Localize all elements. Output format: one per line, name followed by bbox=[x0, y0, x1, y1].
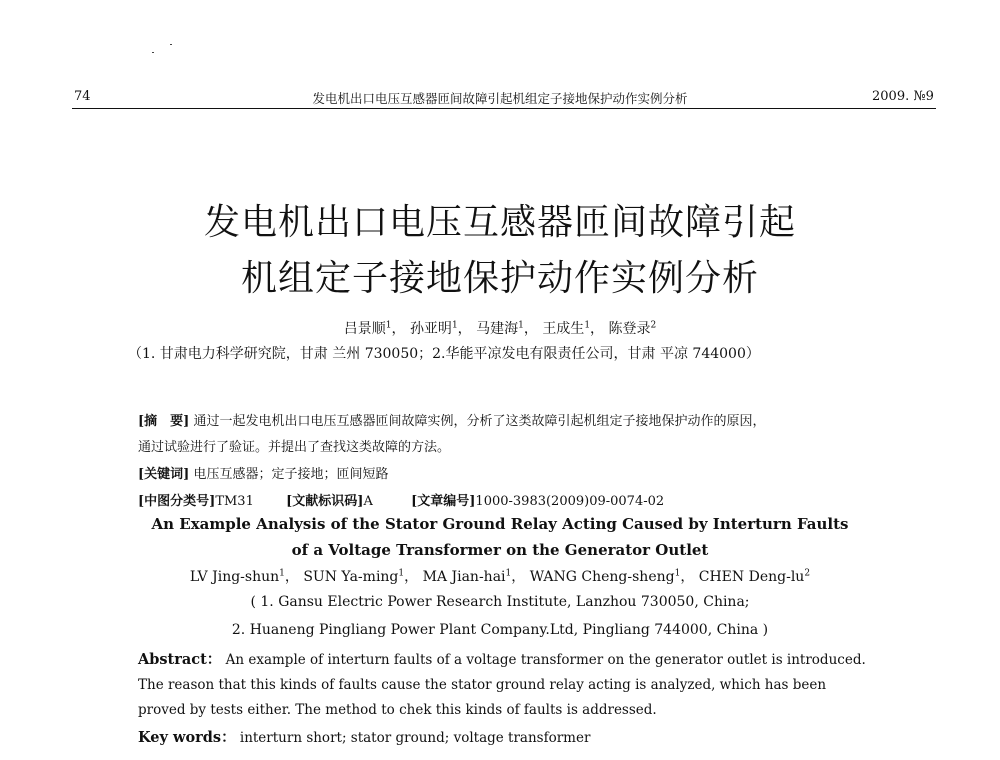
author-affiliation-mark: 1 bbox=[518, 320, 524, 331]
author-affiliation-mark: 1 bbox=[505, 568, 512, 579]
author-separator: ， bbox=[590, 321, 605, 337]
en-author-list bbox=[0, 566, 1000, 586]
cn-abstract-line-1 bbox=[138, 410, 765, 429]
cn-abstract-label: [摘 要] bbox=[138, 414, 190, 429]
en-abstract-line-2: The reason that this kinds of faults cause the stator ground relay acting is analyzed, which has been bbox=[138, 677, 827, 693]
author-affiliation-mark: 1 bbox=[398, 568, 405, 579]
cn-affiliations: （1. 甘肃电力科学研究院，甘肃 兰州 730050；2.华能平凉发电有限责任公司，甘肃 平凉 744000） bbox=[128, 346, 760, 362]
running-title: 发电机出口电压互感器匝间故障引起机组定子接地保护动作实例分析 bbox=[312, 91, 688, 106]
title-line-1: 发电机出口电压互感器匝间故障引起 bbox=[203, 202, 796, 243]
en-abstract-line-3: proved by tests either. The method to chek this kinds of faults is addressed. bbox=[138, 702, 657, 718]
en-affiliation-line-1: ( 1. Gansu Electric Power Research Institute, Lanzhou 730050, China; bbox=[250, 594, 750, 610]
author-affiliation-mark: 1 bbox=[584, 320, 591, 331]
en-affiliation-line-2: 2. Huaneng Pingliang Power Plant Company.Ltd, Pingliang 744000, China ) bbox=[231, 622, 769, 638]
cn-author-list bbox=[0, 318, 1000, 338]
en-keywords-text: interturn short; stator ground; voltage transformer bbox=[239, 730, 591, 746]
author-name: 陈登录 bbox=[608, 321, 651, 337]
issue-number: 2009. №9 bbox=[872, 89, 934, 104]
author-affiliation-mark: 2 bbox=[804, 568, 811, 579]
author-separator: ， bbox=[284, 569, 299, 585]
cn-abstract-text: 通过一起发电机出口电压互感器匝间故障实例，分析了这类故障引起机组定子接地保护动作的原因， bbox=[193, 414, 766, 429]
page-number: 74 bbox=[74, 89, 91, 104]
doc-code-label: [文献标识码] bbox=[286, 494, 364, 509]
author-name: 吕景顺 bbox=[343, 321, 386, 337]
author-separator: ， bbox=[511, 569, 526, 585]
title-line-2: 机组定子接地保护动作实例分析 bbox=[240, 258, 759, 299]
author-separator: ， bbox=[523, 321, 538, 337]
author-name: 孙亚明 bbox=[409, 321, 452, 337]
author-separator: ， bbox=[391, 321, 406, 337]
author-name: WANG Cheng-sheng bbox=[529, 569, 675, 585]
author-name: 马建海 bbox=[476, 321, 519, 337]
en-title-line-1: An Example Analysis of the Stator Ground Relay Acting Caused by Interturn Faults bbox=[151, 515, 849, 533]
cn-keywords-text: 电压互感器；定子接地；匝间短路 bbox=[193, 467, 389, 482]
author-affiliation-mark: 2 bbox=[650, 320, 657, 331]
clc-label: [中图分类号] bbox=[138, 494, 216, 509]
author-name: MA Jian-hai bbox=[422, 569, 506, 585]
doc-code-value: A bbox=[363, 494, 373, 509]
scan-specks bbox=[148, 42, 178, 58]
article-number-value: 1000-3983(2009)09-0074-02 bbox=[475, 494, 665, 509]
author-name: LV Jing-shun bbox=[189, 569, 280, 585]
author-name: SUN Ya-ming bbox=[303, 569, 399, 585]
en-abstract-line-1 bbox=[138, 648, 866, 669]
author-name: CHEN Deng-lu bbox=[698, 569, 805, 585]
author-separator: ， bbox=[457, 321, 472, 337]
cn-abstract-line-2: 通过试验进行了验证。并提出了查找这类故障的方法。 bbox=[138, 440, 451, 455]
en-keywords bbox=[138, 726, 590, 747]
header-rule bbox=[72, 108, 936, 109]
en-abstract-text: An example of interturn faults of a voltage transformer on the generator outlet is introduced. bbox=[225, 652, 866, 668]
clc-value: TM31 bbox=[215, 494, 254, 509]
author-affiliation-mark: 1 bbox=[674, 568, 681, 579]
author-separator: ， bbox=[680, 569, 695, 585]
author-name: 王成生 bbox=[542, 321, 585, 337]
author-separator: ， bbox=[404, 569, 419, 585]
classification-line bbox=[138, 490, 664, 509]
en-keywords-label: Key words： bbox=[138, 729, 236, 746]
cn-keywords bbox=[138, 463, 388, 482]
en-abstract-label: Abstract： bbox=[138, 651, 222, 668]
article-number-label: [文章编号] bbox=[411, 494, 476, 509]
en-title-line-2: of a Voltage Transformer on the Generator Outlet bbox=[291, 541, 709, 559]
author-affiliation-mark: 1 bbox=[385, 320, 392, 331]
author-affiliation-mark: 1 bbox=[279, 568, 285, 579]
author-affiliation-mark: 1 bbox=[451, 320, 458, 331]
cn-keywords-label: [关键词] bbox=[138, 467, 190, 482]
